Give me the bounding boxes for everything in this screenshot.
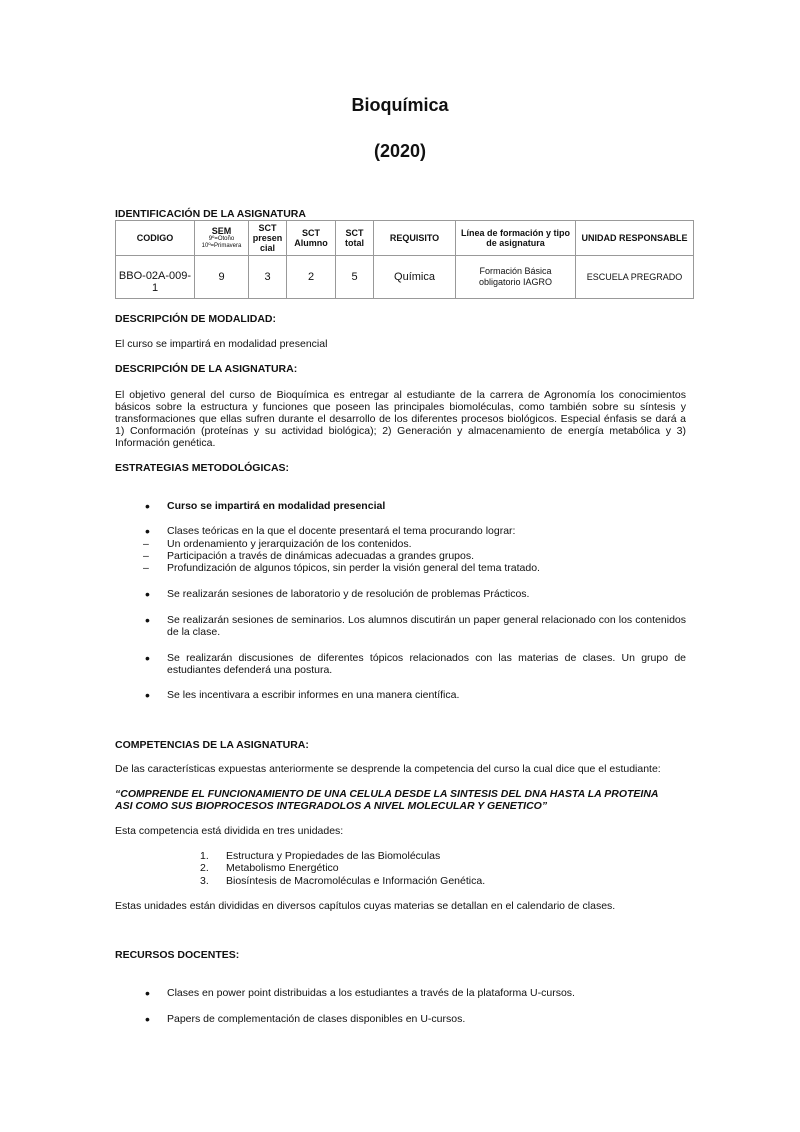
bullet-icon: • (145, 612, 150, 628)
header-sct-alumno (287, 221, 336, 256)
estrategias-heading: ESTRATEGIAS METODOLÓGICAS: (115, 462, 290, 474)
header-sct-total (336, 221, 374, 256)
recurso-item-1: Clases en power point distribuidas a los estudiantes a través de la plataforma U-cursos. (167, 987, 575, 999)
bullet-icon: • (145, 985, 150, 1001)
header-unidad-responsable: UNIDAD RESPONSABLE (576, 221, 694, 256)
header-sct-alumno-l1: SCT (302, 228, 320, 238)
estrategia-subitem-1: Un ordenamiento y jerarquización de los contenidos. (167, 538, 412, 550)
estrategia-item-6: Se les incentivara a escribir informes en una manera científica. (167, 689, 460, 701)
cell-sct-presencial: 3 (249, 256, 287, 299)
bullet-icon: • (145, 687, 150, 703)
descripcion-heading: DESCRIPCIÓN DE LA ASIGNATURA: (115, 363, 298, 375)
identificacion-heading: IDENTIFICACIÓN DE LA ASIGNATURA (115, 208, 306, 220)
header-sct-total-l2: total (345, 238, 364, 248)
recurso-item-2: Papers de complementación de clases disponibles en U-cursos. (167, 1013, 466, 1025)
document-year: (2020) (373, 141, 427, 161)
document-title: Bioquímica (351, 95, 449, 115)
dash-icon: – (143, 562, 149, 574)
list-number: 3. (200, 875, 209, 887)
bullet-icon: • (145, 498, 150, 514)
header-codigo: CODIGO (116, 221, 195, 256)
unidad-item-3: Biosíntesis de Macromoléculas e Información Genética. (226, 875, 486, 887)
cell-codigo: BBO-02A-009-1 (116, 256, 195, 299)
header-sct-presencial-l2: presen (252, 233, 283, 243)
modalidad-heading: DESCRIPCIÓN DE MODALIDAD: (115, 313, 277, 325)
header-sem-note-primavera: 10º=Primavera (201, 243, 242, 249)
dash-icon: – (143, 550, 149, 562)
dash-icon: – (143, 538, 149, 550)
header-sct-alumno-l2: Alumno (294, 238, 328, 248)
header-sct-total-l1: SCT (345, 228, 364, 238)
header-sem-note-otono: 9º=Otoño (208, 236, 235, 242)
header-requisito: REQUISITO (374, 221, 456, 256)
cell-unidad-responsable: ESCUELA PREGRADO (576, 256, 694, 299)
header-linea-formacion (456, 221, 576, 256)
header-sem-label: SEM (211, 226, 232, 236)
bullet-icon: • (145, 1011, 150, 1027)
estrategia-item-2: Clases teóricas en la que el docente presentará el tema procurando lograr: (167, 525, 516, 537)
estrategia-item-3: Se realizarán sesiones de laboratorio y de resolución de problemas Prácticos. (167, 588, 530, 600)
header-sct-presencial-l3: cial (259, 243, 275, 253)
course-identification-table (115, 220, 694, 299)
bullet-icon: • (145, 586, 150, 602)
cell-linea-formacion (456, 256, 576, 299)
competencia-quote-line-1: “COMPRENDE EL FUNCIONAMIENTO DE UNA CELULA DESDE LA SINTESIS DEL DNA HASTA LA PROTEINA (115, 788, 659, 800)
header-sct-presencial-l1: SCT (258, 223, 277, 233)
cell-linea-l1: Formación Básica (479, 266, 552, 276)
cell-sct-alumno: 2 (287, 256, 336, 299)
competencia-quote-line-2: ASI COMO SUS BIOPROCESOS INTEGRADOLOS A NIVEL MOLECULAR Y GENETICO” (115, 800, 548, 812)
cell-requisito: Química (374, 256, 456, 299)
unidad-item-2: Metabolismo Energético (226, 862, 339, 874)
bullet-icon: • (145, 650, 150, 666)
cell-linea-l2: obligatorio IAGRO (478, 277, 553, 287)
header-linea-l2: de asignatura (486, 238, 545, 248)
estrategia-item-5: Se realizarán discusiones de diferentes tópicos relacionados con las materias de clases. Un grupo de estudiantes defenderá una postura. (167, 652, 686, 676)
table-header-row (116, 221, 694, 256)
descripcion-text: El objetivo general del curso de Bioquímica es entregar al estudiante de la carrera de Agronomía los conocimientos básicos sobre la estructura y funciones que poseen las principales biomoléculas, como también sobre su síntesis y transformaciones que ellas sufren durante el desarrollo de los diferentes procesos biológicos. Especial énfasis se dará a 1) Conformación (proteínas y su actividad biológica); 2) Generación y almacenamiento de energía metabólica y 3) Información genética. (115, 389, 686, 449)
estrategia-subitem-3: Profundización de algunos tópicos, sin perder la visión general del tema tratado. (167, 562, 540, 574)
modalidad-text: El curso se impartirá en modalidad presencial (115, 338, 328, 350)
competencias-intro: De las características expuestas anteriormente se desprende la competencia del curso la cual dice que el estudiante: (115, 763, 661, 775)
competencias-heading: COMPETENCIAS DE LA ASIGNATURA: (115, 739, 309, 751)
header-linea-l1: Línea de formación y tipo (460, 228, 570, 238)
cell-sct-total: 5 (336, 256, 374, 299)
recursos-heading: RECURSOS DOCENTES: (115, 949, 240, 961)
competencias-closing: Estas unidades están divididas en diversos capítulos cuyas materias se detallan en el calendario de clases. (115, 900, 616, 912)
list-number: 2. (200, 862, 209, 874)
cell-sem: 9 (195, 256, 249, 299)
estrategia-item-1: Curso se impartirá en modalidad presencial (167, 500, 386, 512)
estrategia-item-4: Se realizarán sesiones de seminarios. Los alumnos discutirán un paper general relacionado con los contenidos de la clase. (167, 614, 686, 638)
list-number: 1. (200, 850, 209, 862)
bullet-icon: • (145, 523, 150, 539)
table-row (116, 256, 694, 299)
estrategia-subitem-2: Participación a través de dinámicas adecuadas a grandes grupos. (167, 550, 475, 562)
unidad-item-1: Estructura y Propiedades de las Biomoléculas (226, 850, 441, 862)
competencias-divided: Esta competencia está dividida en tres unidades: (115, 825, 344, 837)
header-sem (195, 221, 249, 256)
header-sct-presencial (249, 221, 287, 256)
